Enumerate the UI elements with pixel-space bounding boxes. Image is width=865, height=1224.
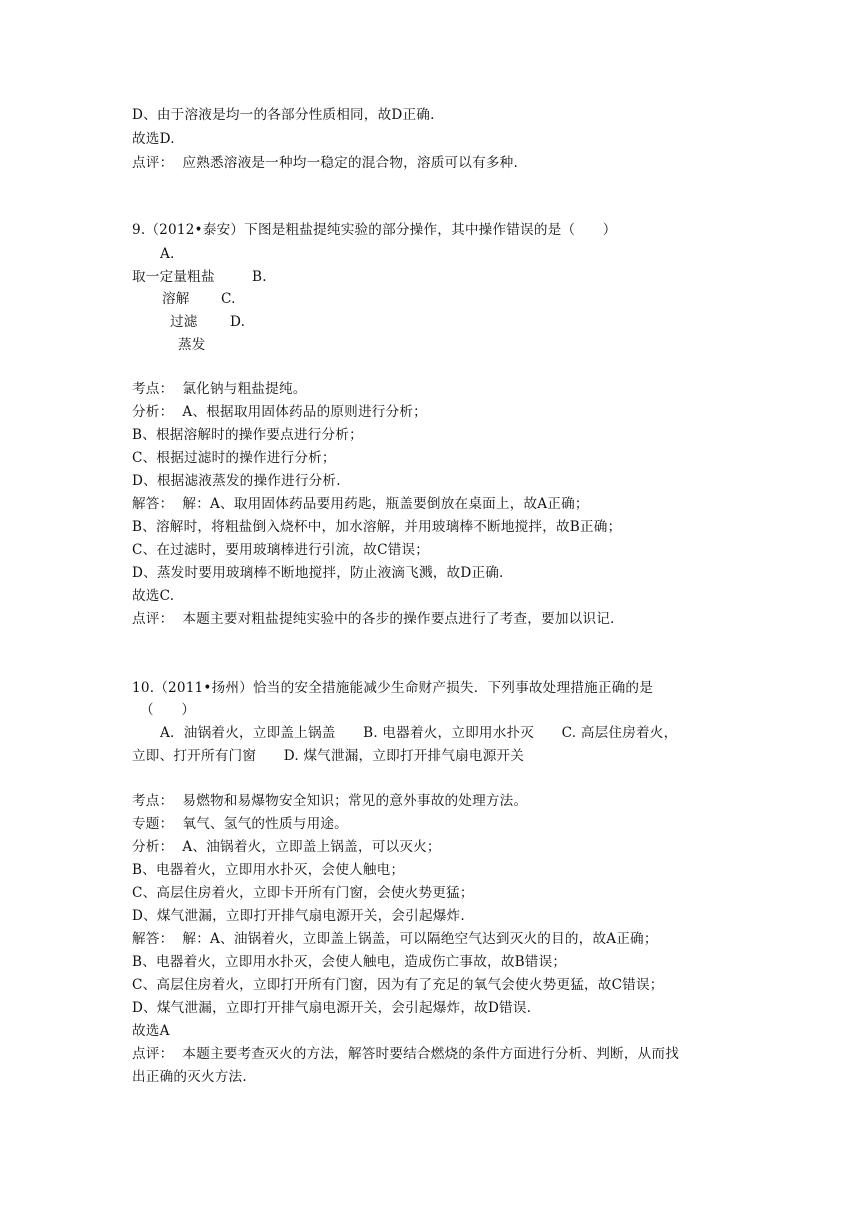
q9-fenxi-1: 分析： A、根据取用固体药品的原则进行分析； bbox=[132, 404, 427, 420]
q9-comment: 点评： 本题主要对粗盐提纯实验中的各步的操作要点进行了考查，要加以识记. bbox=[132, 611, 615, 627]
q10-options-line-1: A．油锅着火，立即盖上锅盖 B. 电器着火，立即用水扑灭 C. 高层住房着火， bbox=[160, 725, 678, 741]
q10-jieda-1: 解答： 解：A、油锅着火，立即盖上锅盖，可以隔绝空气达到灭火的目的，故A正确； bbox=[132, 931, 658, 947]
q10-comment-line-1: 点评： 本题主要考查灭火的方法，解答时要结合燃烧的条件方面进行分析、判断，从而找 bbox=[132, 1046, 679, 1062]
q9-fenxi-3: C、根据过滤时的操作进行分析； bbox=[132, 450, 336, 466]
q8-answer: 故选D. bbox=[132, 131, 175, 147]
q9-option-a-letter: A. bbox=[160, 246, 175, 262]
q10-fenxi-2: B、电器着火，立即用水扑灭，会使人触电； bbox=[132, 862, 405, 878]
q9-option-c-text: 过滤 bbox=[170, 314, 198, 330]
q10-options-line-2: 立即、打开所有门窗 D. 煤气泄漏，立即打开排气扇电源开关 bbox=[132, 748, 525, 764]
q10-fenxi-3: C、高层住房着火，立即卡开所有门窗，会使火势更猛； bbox=[132, 885, 474, 901]
q9-option-c-letter: C. bbox=[221, 291, 236, 307]
q9-jieda-1: 解答： 解：A、取用固体药品要用药匙，瓶盖要倒放在桌面上，故A正确； bbox=[132, 496, 589, 512]
q10-fenxi-4: D、煤气泄漏，立即打开排气扇电源开关，会引起爆炸. bbox=[132, 908, 465, 924]
q10-jieda-3: C、高层住房着火，立即打开所有门窗，因为有了充足的氧气会使火势更猛，故C错误； bbox=[132, 977, 664, 993]
q9-jieda-4: D、蒸发时要用玻璃棒不断地搅拌，防止液滴飞溅，故D正确. bbox=[132, 565, 504, 581]
q10-stem-line-1: 10.（2011•扬州）恰当的安全措施能减少生命财产损失．下列事故处理措施正确的是 bbox=[132, 680, 654, 696]
q10-comment-line-2: 出正确的灭火方法. bbox=[132, 1069, 247, 1085]
q9-option-b-letter: B. bbox=[252, 269, 267, 285]
q10-jieda-2: B、电器着火，立即用水扑灭，会使人触电，造成伤亡事故，故B错误； bbox=[132, 954, 567, 970]
q10-kaodian: 考点： 易燃物和易爆物安全知识；常见的意外事故的处理方法。 bbox=[132, 793, 528, 809]
q9-option-a-text: 取一定量粗盐 bbox=[132, 269, 215, 285]
q10-jieda-4: D、煤气泄漏，立即打开排气扇电源开关，会引起爆炸，故D错误. bbox=[132, 1000, 532, 1016]
q10-zhuanti: 专题： 氧气、氢气的性质与用途。 bbox=[132, 816, 348, 832]
q8-option-d-explanation: D、由于溶液是均一的各部分性质相同，故D正确. bbox=[132, 107, 435, 123]
q9-fenxi-2: B、根据溶解时的操作要点进行分析； bbox=[132, 427, 363, 443]
q9-stem: 9.（2012•泰安）下图是粗盐提纯实验的部分操作，其中操作错误的是（ ） bbox=[132, 222, 617, 238]
q10-fenxi-1: 分析： A、油锅着火，立即盖上锅盖，可以灭火； bbox=[132, 839, 441, 855]
q9-option-d-letter: D. bbox=[230, 314, 246, 330]
q10-answer: 故选A bbox=[132, 1023, 170, 1039]
q9-option-b-text: 溶解 bbox=[162, 291, 190, 307]
q9-jieda-3: C、在过滤时，要用玻璃棒进行引流，故C错误； bbox=[132, 542, 430, 558]
q10-stem-line-2: （ ） bbox=[140, 702, 196, 718]
q8-comment: 点评： 应熟悉溶液是一种均一稳定的混合物，溶质可以有多种. bbox=[132, 155, 518, 171]
q9-fenxi-4: D、根据滤液蒸发的操作进行分析. bbox=[132, 473, 341, 489]
q9-answer: 故选C. bbox=[132, 588, 175, 604]
q9-option-d-text: 蒸发 bbox=[178, 337, 206, 353]
q9-jieda-2: B、溶解时，将粗盐倒入烧杯中，加水溶解，并用玻璃棒不断地搅拌，故B正确； bbox=[132, 519, 622, 535]
q9-kaodian: 考点： 氯化钠与粗盐提纯。 bbox=[132, 381, 307, 397]
